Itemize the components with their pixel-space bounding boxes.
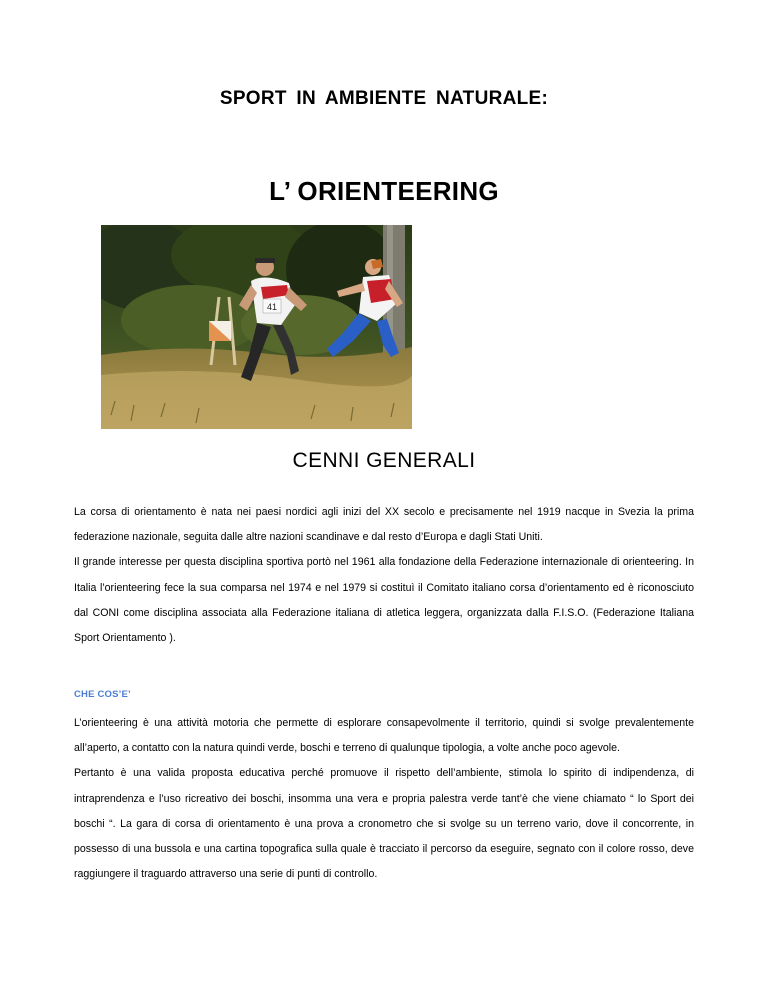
bib-number: 41 (266, 302, 278, 312)
section-paragraph: L’orienteering è una attività motoria che permette di esplorare consapevolmente il territorio, quindi si svolge prevalentemente all’aperto, a contatto con la natura quindi verde, boschi e terreno di qualunque tipologia, a volte anche poco agevole. (74, 717, 694, 755)
section-subheading: CENNI GENERALI (292, 449, 476, 472)
intro-text (74, 500, 694, 651)
section-text (74, 711, 694, 887)
intro-paragraph: Il grande interesse per questa disciplina sportiva portò nel 1961 alla fondazione della Federazione internazionale di orienteering. In Italia l’orienteering fece la sua comparsa nel 1974 e nel 1979 si costituì il Comitato italiano corsa d’orientamento ed è riconosciuto dal CONI come disciplina associata alla Federazione italiana di atletica leggera, organizzata dalla F.I.S.O. (Federazione Italiana Sport Orientamento ). (74, 556, 694, 645)
section-paragraph: Pertanto è una valida proposta educativa perché promuove il rispetto dell’ambiente, stimola lo spirito di indipendenza, di intraprendenza e l’uso ricreativo dei boschi, insomma una vera e propria palestra verde tant’è che viene chiamato “ lo Sport dei boschi “. La gara di corsa di orientamento è una prova a cronometro che si svolge su un terreno vario, dove il concorrente, in possesso di una bussola e una cartina topografica sulla quale è tracciato il percorso da eseguire, segnato con il colore rosso, deve raggiungere il traguardo attraverso una serie di punti di controllo. (74, 767, 694, 881)
document-title-line2: L’ ORIENTEERING (269, 176, 499, 206)
section-heading: CHE COS’E’ (74, 689, 131, 700)
orienteering-photo (101, 225, 412, 429)
intro-paragraph: La corsa di orientamento è nata nei paesi nordici agli inizi del XX secolo e precisamente nel 1919 nacque in Svezia la prima federazione nazionale, seguita dalle altre nazioni scandinave e dal resto d’Europa e dagli Stati Uniti. (74, 506, 694, 544)
document-title-line1: SPORT IN AMBIENTE NATURALE: (219, 88, 549, 109)
